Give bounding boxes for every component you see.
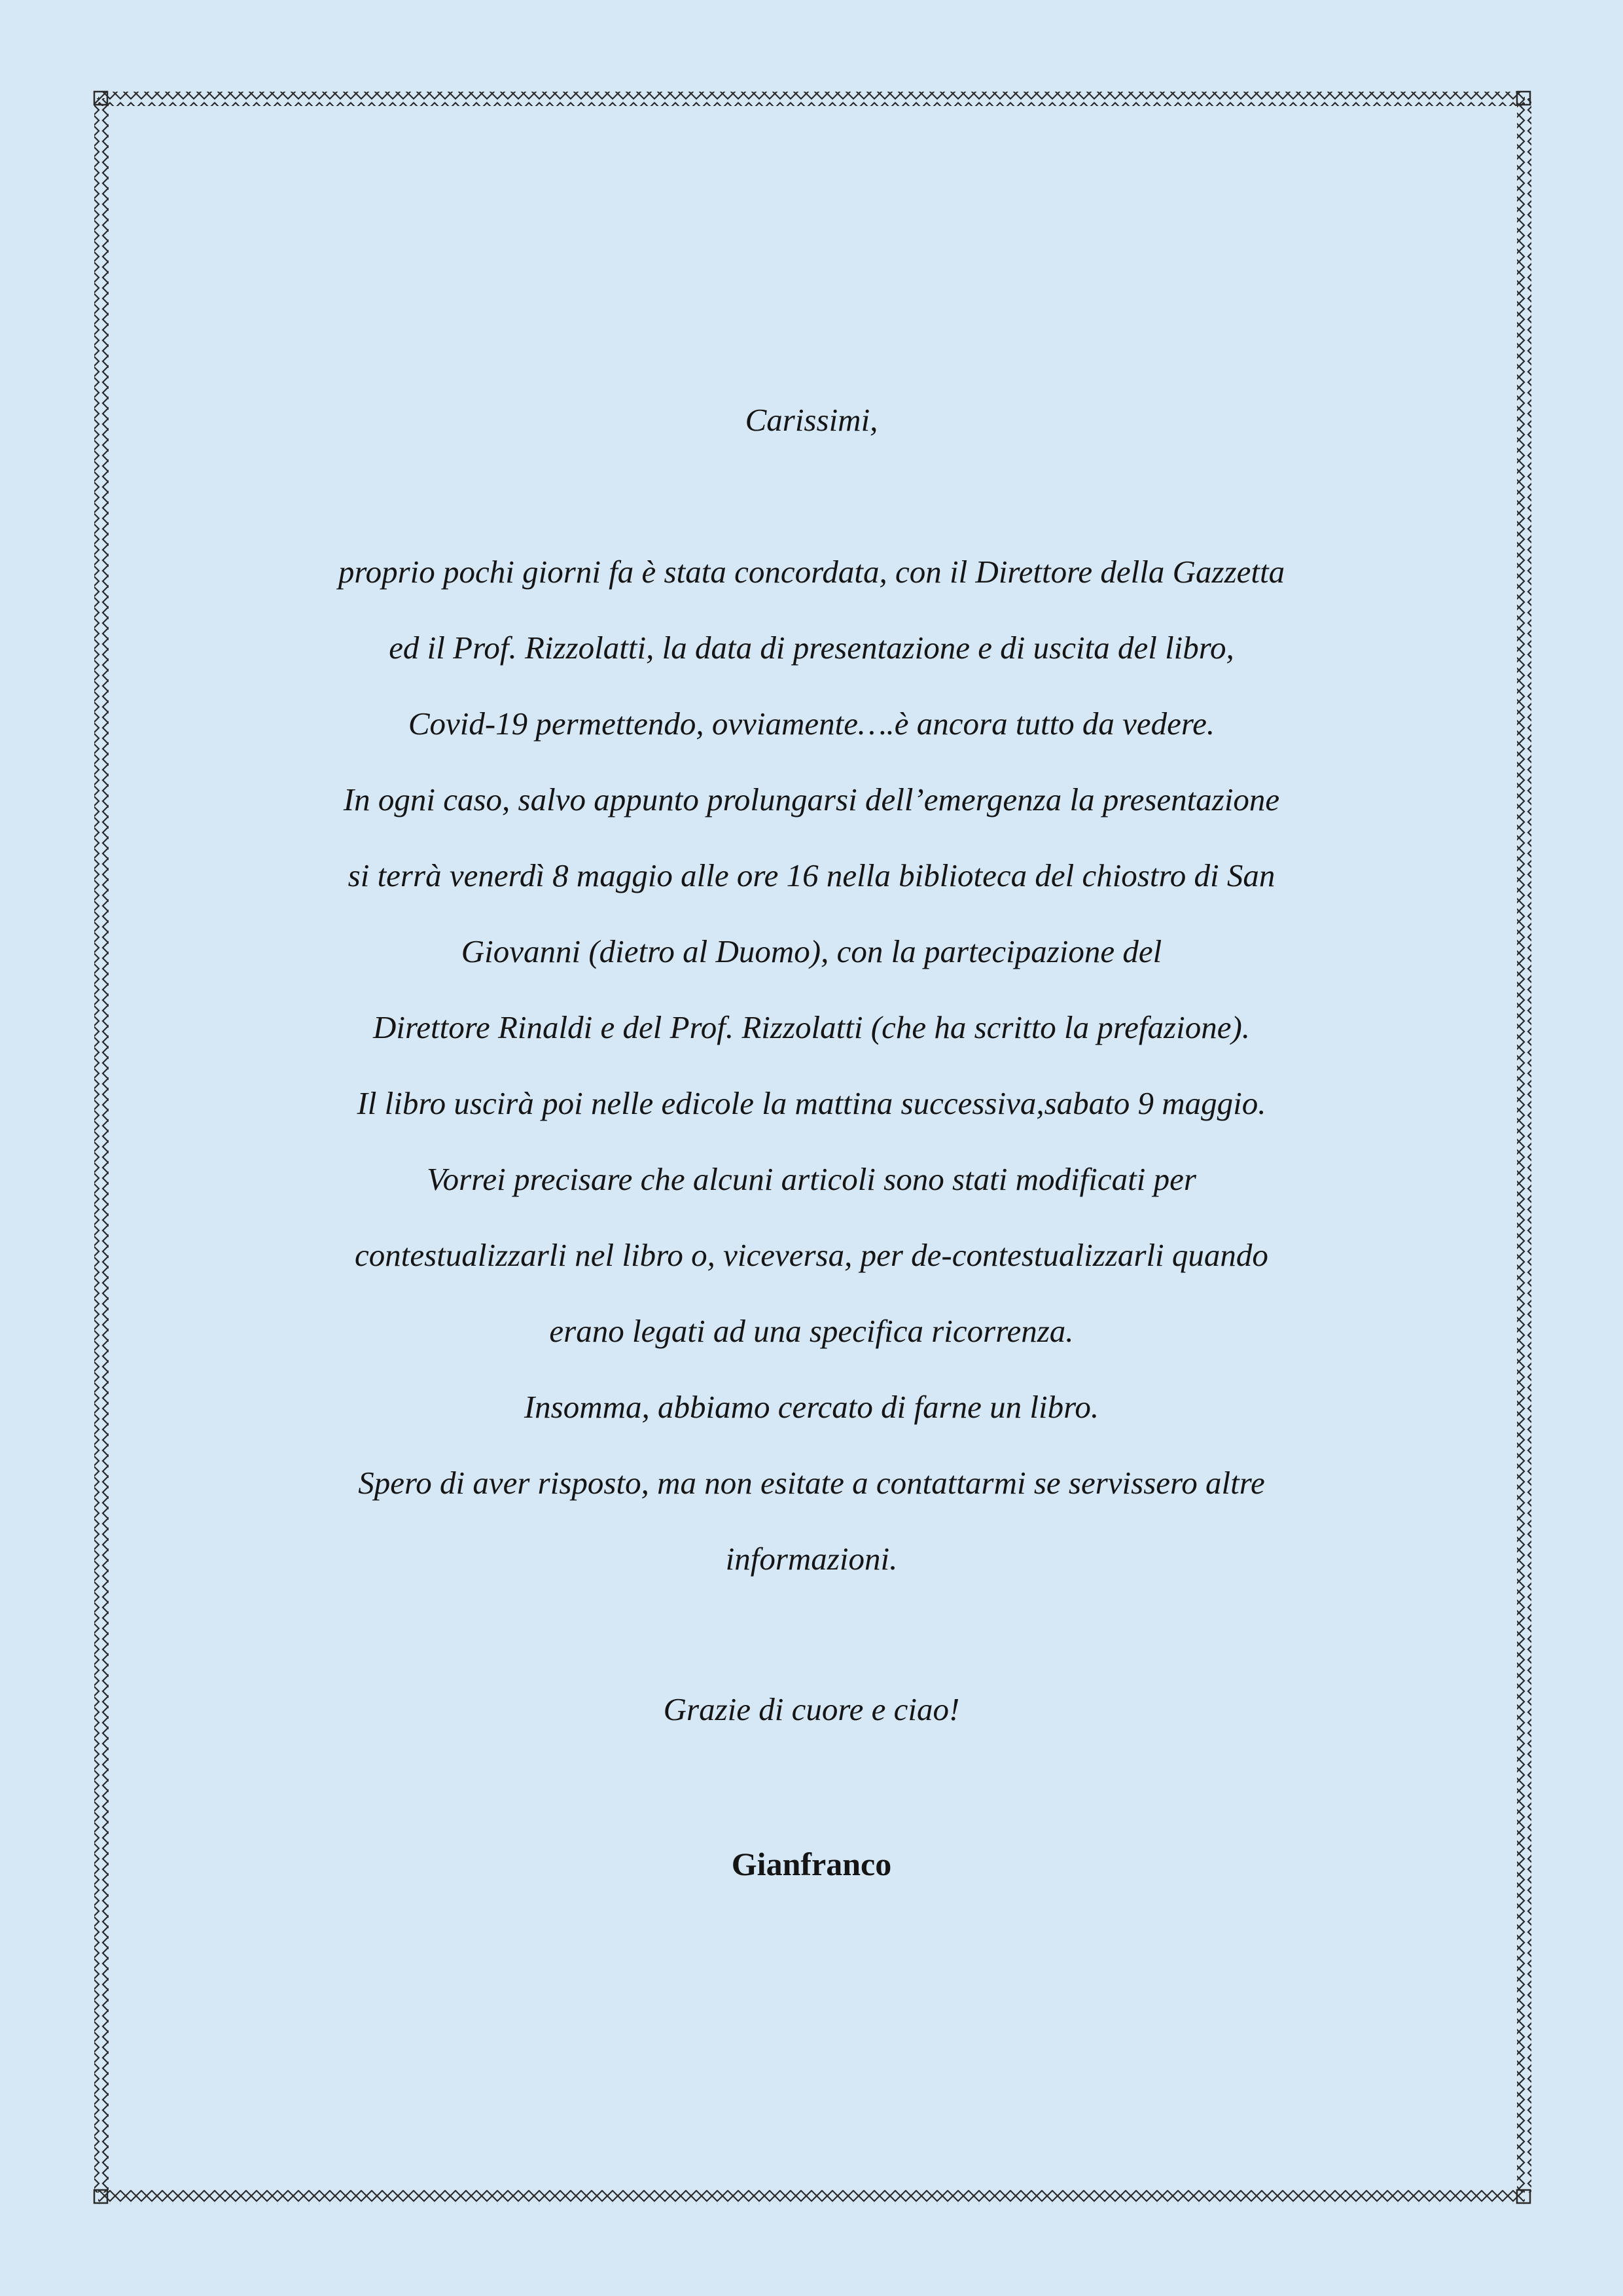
closing: Grazie di cuore e ciao! [663,1691,960,1727]
body-line: contestualizzarli nel libro o, viceversa, per de-contestualizzarli quando [355,1237,1268,1273]
body-line: Spero di aver risposto, ma non esitate a contattarmi se servissero altre [358,1465,1265,1501]
body-line: Direttore Rinaldi e del Prof. Rizzolatti (che ha scritto la prefazione). [372,1009,1251,1045]
body-line: ed il Prof. Rizzolatti, la data di presentazione e di uscita del libro, [389,630,1234,666]
body-line: Covid-19 permettendo, ovviamente….è ancora tutto da vedere. [408,706,1215,742]
body-line: In ogni caso, salvo appunto prolungarsi dell’emergenza la presentazione [343,781,1280,817]
body-line: informazioni. [725,1541,898,1577]
body-line: Vorrei precisare che alcuni articoli sono stati modificati per [427,1161,1196,1197]
body-line: Giovanni (dietro al Duomo), con la partecipazione del [461,933,1162,969]
body-line: si terrà venerdì 8 maggio alle ore 16 nella biblioteca del chiostro di San [348,857,1275,893]
body-line: erano legati ad una specifica ricorrenza. [549,1313,1074,1349]
body-line: Insomma, abbiamo cercato di farne un libro. [524,1389,1099,1425]
body-line: Il libro uscirà poi nelle edicole la mattina successiva,sabato 9 maggio. [357,1085,1266,1121]
signature: Gianfranco [731,1846,892,1882]
body-line: proprio pochi giorni fa è stata concordata, con il Direttore della Gazzetta [338,554,1285,590]
salutation: Carissimi, [745,402,878,438]
